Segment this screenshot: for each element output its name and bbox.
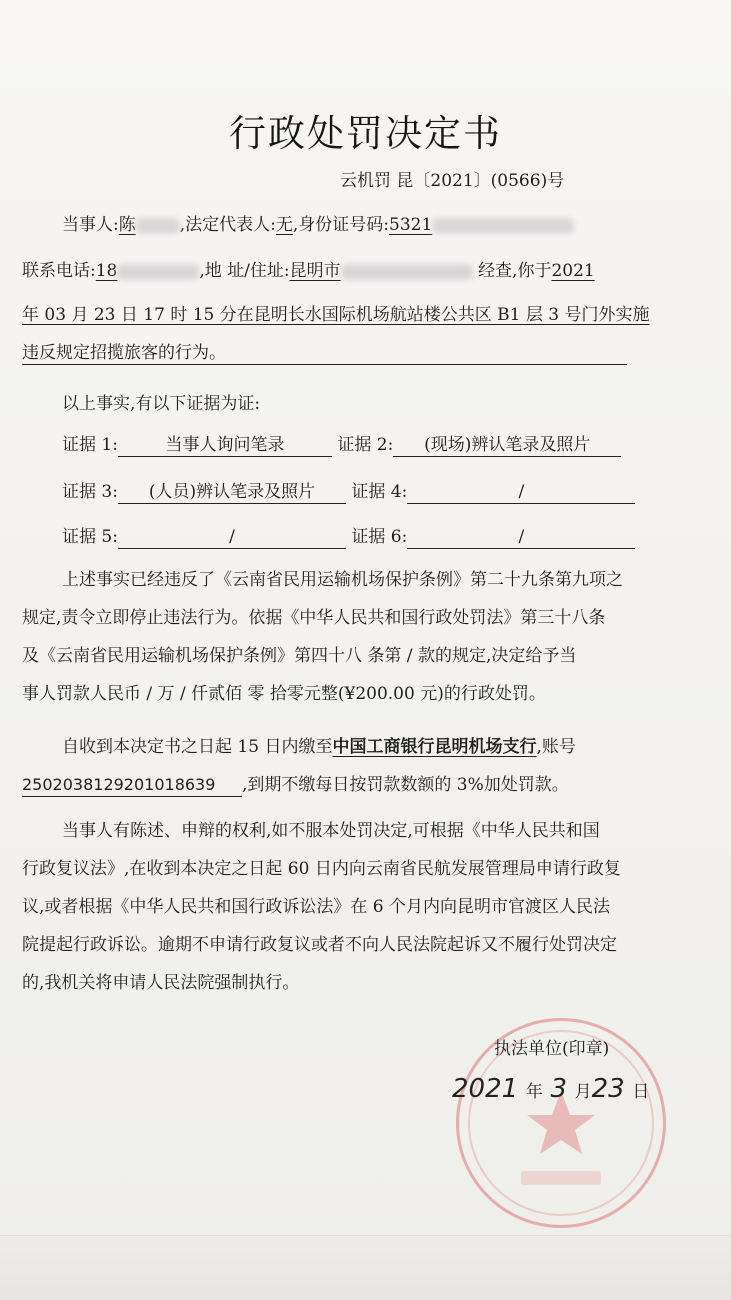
id-number: 5321 xyxy=(389,215,574,235)
party-name: 陈 xyxy=(119,215,180,235)
evidence-2-label: 证据 2: xyxy=(337,435,394,455)
date-month: 3 xyxy=(550,1074,567,1104)
phone-label: 联系电话: xyxy=(22,261,96,281)
payment-line-2: 2502038129201018639 ,到期不缴每日按罚款数额的 3%加处罚款。 xyxy=(22,775,569,795)
evidence-4-label: 证据 4: xyxy=(351,482,408,502)
enforcement-unit-label: 执法单位(印章) xyxy=(494,1039,610,1059)
date-day: 23 xyxy=(591,1074,625,1104)
date-year: 2021 xyxy=(452,1074,519,1104)
redacted-address xyxy=(341,264,473,280)
phone-number: 18 xyxy=(96,261,200,281)
evidence-2-value: (现场)辨认笔录及照片 xyxy=(393,434,621,457)
signature-date: 2021 年 3 月23 日 xyxy=(452,1074,650,1104)
evidence-6-label: 证据 6: xyxy=(351,527,408,547)
bank-name: 中国工商银行昆明机场支行 xyxy=(332,737,537,757)
evidence-5-label: 证据 5: xyxy=(62,527,118,547)
rights-line: 当事人有陈述、申辩的权利,如不服本处罚决定,可根据《中华人民共和国 xyxy=(62,821,600,841)
rep-label: 法定代表人: xyxy=(185,215,276,235)
evidence-4-value: / xyxy=(407,481,635,504)
decision-line: 上述事实已经违反了《云南省民用运输机场保护条例》第二十九条第九项之 xyxy=(62,570,623,590)
redacted-phone xyxy=(117,264,199,280)
evidence-row xyxy=(62,477,635,504)
finding-year: 2021 xyxy=(551,261,595,281)
finding-lead: 经查,你于 xyxy=(478,261,552,281)
party-line: 当事人:陈 ,法定代表人:无,身份证号码:5321 xyxy=(62,210,574,235)
id-label: 身份证号码: xyxy=(298,215,390,235)
rights-line: 院提起行政诉讼。逾期不申请行政复议或者不向人民法院起诉又不履行处罚决定 xyxy=(22,935,617,955)
evidence-1-value: 当事人询问笔录 xyxy=(118,434,332,457)
contact-line: 联系电话:18 ,地 址/住址:昆明市 经查,你于2021 xyxy=(22,261,595,281)
redacted-name xyxy=(136,218,180,234)
payment-paragraph xyxy=(22,728,712,804)
evidence-5-value: / xyxy=(118,526,346,549)
evidence-6-value: / xyxy=(407,526,635,549)
document-number: 云机罚 昆〔2021〕(0566)号 xyxy=(340,171,565,191)
party-label: 当事人: xyxy=(62,215,119,235)
evidence-row xyxy=(62,430,621,457)
address-value: 昆明市 xyxy=(290,261,473,281)
payment-line-1: 自收到本决定书之日起 15 日内缴至中国工商银行昆明机场支行,账号 xyxy=(62,737,576,757)
rep-value: 无 xyxy=(275,215,293,235)
facts-line-3: 违反规定招揽旅客的行为。 xyxy=(22,342,627,365)
evidence-3-value: (人员)辨认笔录及照片 xyxy=(118,481,346,504)
decision-line: 及《云南省民用运输机场保护条例》第四十八 条第 / 款的规定,决定给予当 xyxy=(22,646,577,666)
decision-line: 规定,责令立即停止违法行为。依据《中华人民共和国行政处罚法》第三十八条 xyxy=(22,608,606,628)
address-label: 地 址/住址: xyxy=(204,261,290,281)
decision-paragraph xyxy=(22,561,712,713)
rights-paragraph xyxy=(22,812,712,1002)
page-bottom-edge xyxy=(0,1235,731,1300)
evidence-row xyxy=(62,522,635,549)
account-number: 2502038129201018639 xyxy=(22,774,242,797)
document-title: 行政处罚决定书 xyxy=(229,112,502,155)
evidence-1-label: 证据 1: xyxy=(62,435,118,455)
decision-line: 事人罚款人民币 / 万 / 仟贰佰 零 拾零元整(¥200.00 元)的行政处罚。 xyxy=(22,684,546,704)
evidence-intro: 以上事实,有以下证据为证: xyxy=(62,394,261,414)
facts-line-2: 年 03 月 23 日 17 时 15 分在昆明长水国际机场航站楼公共区 B1 层 3 号门外实施 xyxy=(22,305,650,325)
rights-line: 行政复议法》,在收到本决定之日起 60 日内向云南省民航发展管理局申请行政复 xyxy=(22,859,621,879)
evidence-3-label: 证据 3: xyxy=(62,482,118,502)
rights-line: 议,或者根据《中华人民共和国行政诉讼法》在 6 个月内向昆明市官渡区人民法 xyxy=(22,897,611,917)
rights-line: 的,我机关将申请人民法院强制执行。 xyxy=(22,973,300,993)
redacted-id xyxy=(432,218,574,234)
